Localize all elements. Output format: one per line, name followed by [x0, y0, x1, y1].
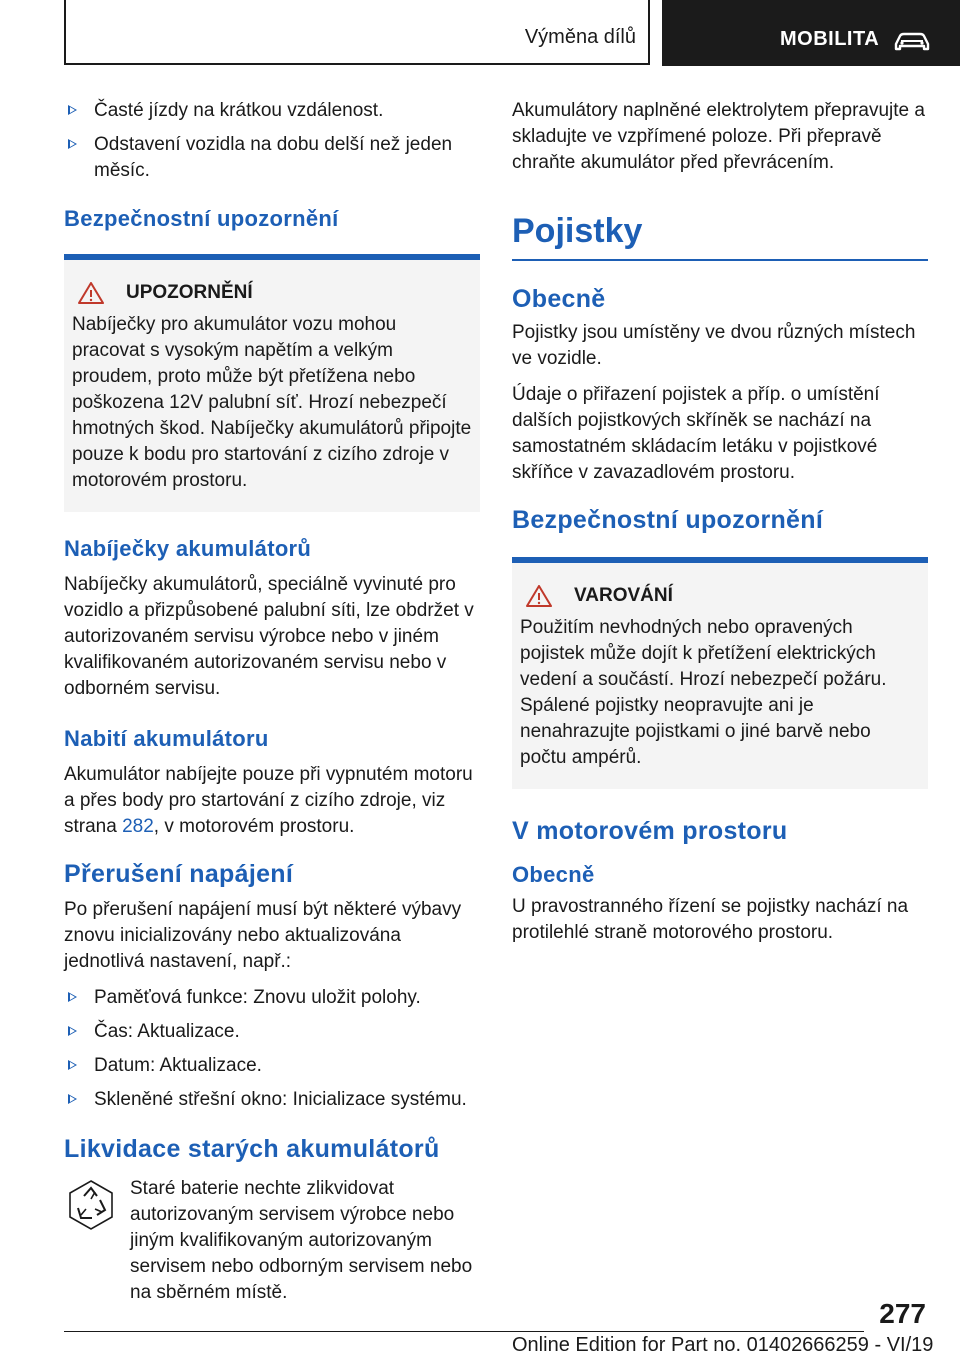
charging-text: Akumulátor nabíjejte pouze při vypnutém motoru a přes body pro startování z cizího zdroje, viz strana 282, v motorovém prostoru. [64, 764, 473, 837]
list-item: Paměťová funkce: Znovu uložit polohy. [64, 985, 480, 1011]
general-text-1: Pojistky jsou umístěny ve dvou různých místech ve vozidle. [512, 322, 916, 369]
interrupt-heading: Přerušení napájení [64, 860, 294, 888]
chapter-tab[interactable] [662, 0, 960, 66]
left-column [64, 98, 480, 1306]
bullet-triangle-icon [68, 1094, 77, 1104]
bullet-triangle-icon [68, 1060, 77, 1070]
fuses-rule [512, 259, 928, 261]
list-item: Čas: Aktualizace. [64, 1019, 480, 1045]
interrupt-text: Po přerušení napájení musí být některé výbavy znovu inicializovány nebo aktualizována jednotlivá nastavení, např.: [64, 899, 462, 972]
bullet-triangle-icon [68, 105, 77, 115]
right-column [512, 98, 928, 956]
chargers-text: Nabíječky akumulátorů, speciálně vyvinuté pro vozidlo a přizpůsobené palubní síti, lze obdržet v autorizovaném servisu výrobce nebo v jiném kvalifikovaném autorizovaném servisu nebo v odborném servisu. [64, 574, 474, 699]
general-text-2: Údaje o přiřazení pojistek a příp. o umístění dalších pojistkových skříněk se nachází na samostatném skládacím letáku v pojistkové skříňce v zavazadlovém prostoru. [512, 384, 880, 483]
disposal-text: Staré baterie nechte zlikvidovat autorizovaným servisem výrobce nebo jiným kvalifikovaným autorizovaným servisem nebo odborným servisem nebo na sběrném místě. [130, 1178, 473, 1303]
bullet-triangle-icon [68, 1026, 77, 1036]
warning-box [512, 557, 928, 789]
general-heading: Obecně [512, 285, 606, 313]
edition-text: Online Edition for Part no. 01402666259 - VI/19 [512, 1334, 934, 1356]
header-rule-bottom [64, 63, 650, 65]
bullet-triangle-icon [68, 139, 77, 149]
car-icon [892, 30, 932, 52]
page-header [0, 0, 960, 66]
chargers-heading: Nabíječky akumulátorů [64, 536, 312, 561]
footer-rule [64, 1331, 864, 1332]
warning-title: UPOZORNĚNÍ [72, 282, 472, 304]
section-title: Výměna dílů [524, 26, 636, 48]
chapter-tab-label: MOBILITA [780, 28, 880, 50]
header-rule-left [64, 0, 66, 64]
list-item: Časté jízdy na krátkou vzdálenost. [64, 98, 480, 124]
intro-text: Akumulátory naplněné elektrolytem přepravujte a skladujte ve vzpřímené poloze. Při přepravě chraňte akumulátor před převrácením. [512, 100, 925, 173]
header-rule-right [648, 0, 650, 64]
safety-heading-2: Bezpečnostní upozornění [512, 506, 824, 534]
engine-subheading: Obecně [512, 862, 595, 887]
warning-title: VAROVÁNÍ [520, 585, 920, 607]
fuses-heading: Pojistky [512, 212, 643, 250]
warning-text: Použitím nevhodných nebo opravených pojistek může dojít k přetížení elektrických vedení a součástí. Hrozí nebezpečí požáru. Spálené pojistky neopravujte ani je nenahrazujte pojistkami o jiné barvě nebo počtu ampérů. [520, 617, 887, 768]
warning-icon [78, 282, 104, 304]
recycle-icon [64, 1178, 118, 1232]
page-link[interactable]: 282 [122, 816, 154, 837]
page-number: 277 [879, 1298, 926, 1329]
warning-icon [526, 585, 552, 607]
bullet-triangle-icon [68, 992, 77, 1002]
disposal-heading: Likvidace starých akumulátorů [64, 1135, 440, 1163]
engine-text: U pravostranného řízení se pojistky nachází na protilehlé straně motorového prostoru. [512, 896, 909, 943]
disposal-block [64, 1176, 480, 1306]
warning-text: Nabíječky pro akumulátor vozu mohou pracovat s vysokým napětím a velkým proudem, proto může být přetížena nebo poškozena 12V palubní síť. Hrozí nebezpečí hmotných škod. Nabíječky akumulátorů připojte pouze k bodu pro startování z cizího zdroje v motorovém prostoru. [72, 314, 472, 491]
warning-box [64, 254, 480, 512]
list-item: Skleněné střešní okno: Inicializace systému. [64, 1087, 480, 1113]
engine-heading: V motorovém prostoru [512, 817, 788, 845]
safety-heading: Bezpečnostní upozornění [64, 206, 339, 231]
list-item: Odstavení vozidla na dobu delší než jeden měsíc. [64, 132, 480, 184]
charging-heading: Nabití akumulátoru [64, 726, 269, 751]
list-item: Datum: Aktualizace. [64, 1053, 480, 1079]
